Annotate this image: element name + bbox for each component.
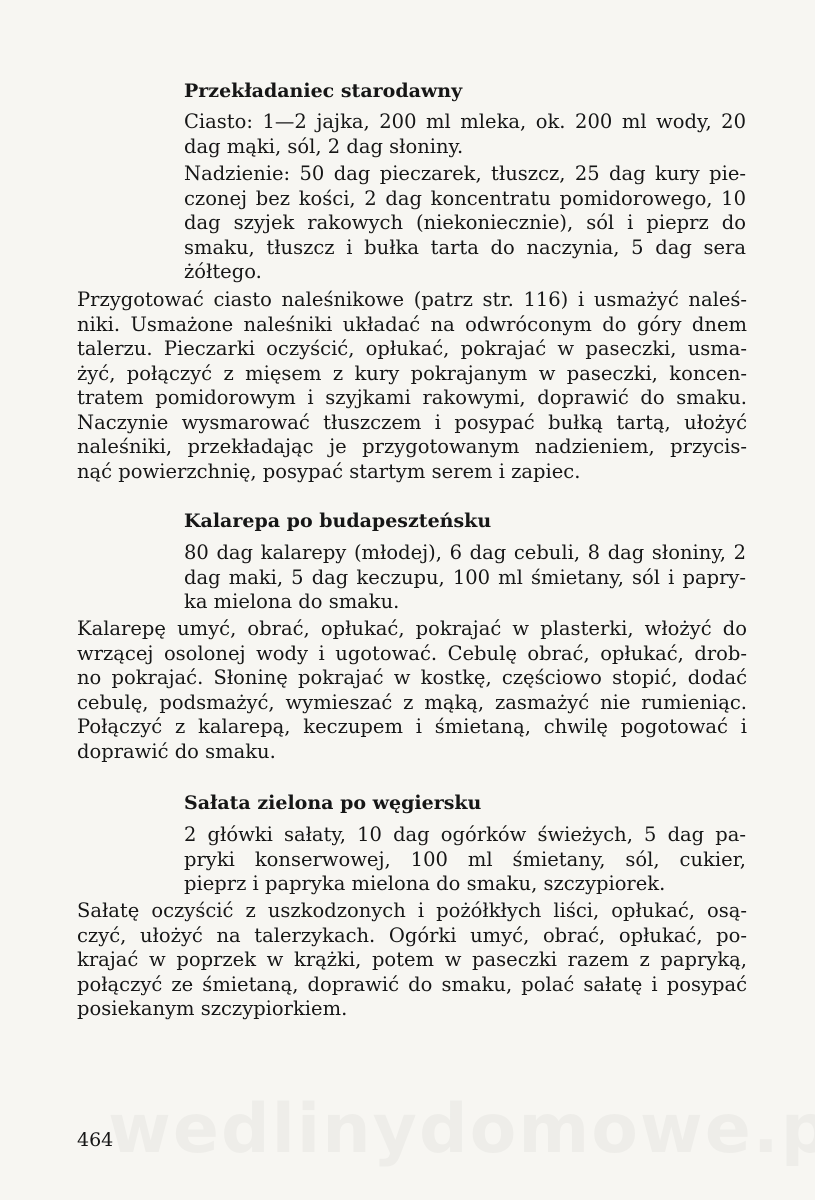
watermark xyxy=(108,1090,815,1169)
ingredients-line: smaku, tłuszcz i bułka tarta do naczynia, 5 dag sera xyxy=(184,235,746,259)
ingredients-line: ka mielona do smaku. xyxy=(184,590,400,613)
ingredients-line: pieprz i papryka mielona do smaku, szczypiorek. xyxy=(184,872,666,895)
method-paragraph xyxy=(77,288,747,484)
method-line: Kalarepę umyć, obrać, opłukać, pokrajać w plasterki, włożyć do xyxy=(77,617,747,640)
ingredients-block xyxy=(184,541,746,615)
method-line: Naczynie wysmarować tłuszczem i posypać bułką tartą, ułożyć xyxy=(77,410,747,434)
ingredients-block xyxy=(184,162,746,285)
ingredients-line: 80 dag kalarepy (młodej), 6 dag cebuli, 8 dag słoniny, 2 xyxy=(184,541,746,564)
ingredients-line: pryki konserwowej, 100 ml śmietany, sól, cukier, xyxy=(184,847,746,871)
method-paragraph xyxy=(77,617,747,764)
method-line: żyć, połączyć z mięsem z kury pokrajanym w paseczki, koncen- xyxy=(77,361,747,385)
method-line: posiekanym szczypiorkiem. xyxy=(77,997,348,1020)
method-line: nąć powierzchnię, posypać startym serem i zapiec. xyxy=(77,459,581,483)
method-line: czyć, ułożyć na talerzykach. Ogórki umyć, obrać, opłukać, po- xyxy=(77,923,747,947)
recipe-title: Sałata zielona po węgiersku xyxy=(184,792,482,814)
ingredients-line: czonej bez kości, 2 dag koncentratu pomidorowego, 10 xyxy=(184,186,746,210)
method-line: połączyć ze śmietaną, doprawić do smaku, polać sałatę i posypać xyxy=(77,972,747,996)
page-number: 464 xyxy=(77,1129,114,1151)
method-line: cebulę, podsmażyć, wymieszać z mąką, zasmażyć nie rumieniąc. xyxy=(77,690,747,714)
method-line: niki. Usmażone naleśniki układać na odwróconym do góry dnem xyxy=(77,312,747,336)
ingredients-line: dag maki, 5 dag keczupu, 100 ml śmietany, sól i papry- xyxy=(184,565,746,589)
method-line: Przygotować ciasto naleśnikowe (patrz str. 116) i usmażyć naleś- xyxy=(77,288,747,311)
ingredients-line: Ciasto: 1—2 jajka, 200 ml mleka, ok. 200 ml wody, 20 xyxy=(184,110,746,133)
method-line: no pokrajać. Słoninę pokrajać w kostkę, częściowo stopić, dodać xyxy=(77,666,747,689)
recipe-title: Przekładaniec starodawny xyxy=(184,80,463,102)
method-line: talerzu. Pieczarki oczyścić, opłukać, pokrajać w paseczki, usma- xyxy=(77,337,747,360)
ingredients-line: żółtego. xyxy=(184,260,262,283)
method-line: wrzącej osolonej wody i ugotować. Cebulę obrać, opłukać, drob- xyxy=(77,641,747,665)
method-line: Sałatę oczyścić z uszkodzonych i pożółkłych liści, opłukać, osą- xyxy=(77,899,747,922)
ingredients-line: 2 główki sałaty, 10 dag ogórków świeżych, 5 dag pa- xyxy=(184,823,746,846)
ingredients-line: dag szyjek rakowych (niekoniecznie), sól i pieprz do xyxy=(184,211,746,234)
method-line: naleśniki, przekładając je przygotowanym nadzieniem, przycis- xyxy=(77,435,747,458)
ingredients-line: Nadzienie: 50 dag pieczarek, tłuszcz, 25 dag kury pie- xyxy=(184,162,746,185)
method-line: krajać w poprzek w krążki, potem w paseczki razem z papryką, xyxy=(77,948,747,971)
method-line: Połączyć z kalarepą, keczupem i śmietaną, chwilę pogotować i xyxy=(77,715,747,738)
method-paragraph xyxy=(77,899,747,1022)
method-line: doprawić do smaku. xyxy=(77,739,276,763)
recipe-title: Kalarepa po budapeszteńsku xyxy=(184,510,492,532)
method-line: tratem pomidorowym i szyjkami rakowymi, doprawić do smaku. xyxy=(77,386,747,409)
ingredients-block xyxy=(184,110,746,159)
ingredients-block xyxy=(184,823,746,897)
ingredients-line: dag mąki, sól, 2 dag słoniny. xyxy=(184,134,464,158)
